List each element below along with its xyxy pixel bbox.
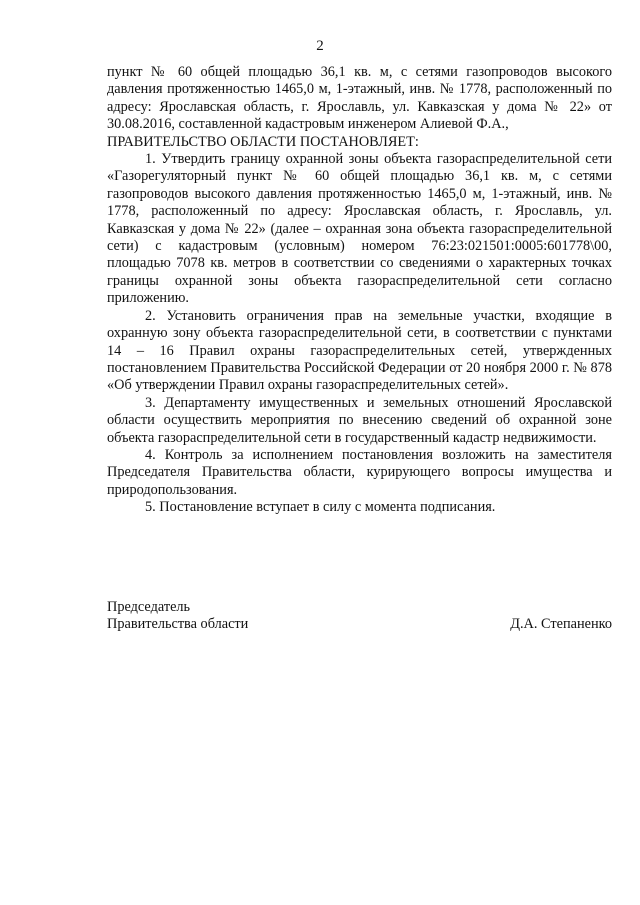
paragraph-item-3: 3. Департаменту имущественных и земельных отношений Ярославской области осуществить мероприятия по внесению сведений об охранной зоне объекта газораспределительной сети в государственный кадастр недвижимости. <box>107 394 612 446</box>
signer-name: Д.А. Степаненко <box>510 616 612 633</box>
paragraph-item-1: 1. Утвердить границу охранной зоны объекта газораспределительной сети «Газорегуляторный пункт № 60 общей площадью 36,1 кв. м, с сетями газопроводов высокого давления протяженностью 1465,0 м, 1-этажный, инв. № 1778, расположенный по адресу: Ярославская область, г. Ярославль, ул. Кавказская у дома № 22» (далее – охранная зона объекта газораспределительной сети) с кадастровым (условным) номером 76:23:021501:0005:601778\00, площадью 7078 кв. метров в соответствии со сведениями о характерных точках границы охранной зоны объекта газораспределительной сети согласно приложению. <box>107 151 612 307</box>
signature-row <box>107 616 612 633</box>
resolution-heading: ПРАВИТЕЛЬСТВО ОБЛАСТИ ПОСТАНОВЛЯЕТ: <box>107 133 419 150</box>
paragraph-item-4: 4. Контроль за исполнением постановления возложить на заместителя Председателя Правительства области, курирующего вопросы имущества и природопользования. <box>107 446 612 498</box>
paragraph-continuation: пункт № 60 общей площадью 36,1 кв. м, с сетями газопроводов высокого давления протяженностью 1465,0 м, 1-этажный, инв. № 1778, расположенный по адресу: Ярославская область, г. Ярославль, ул. Кавказская у дома № 22» от 30.08.2016, составленной кадастровым инженером Алиевой Ф.А., <box>107 64 612 133</box>
document-body <box>107 64 612 517</box>
paragraph-item-2: 2. Установить ограничения прав на земельные участки, входящие в охранную зону объекта газораспределительной сети, в соответствии с пунктами 14 – 16 Правил охраны газораспределительных сетей, утвержденных постановлением Правительства Российской Федерации от 20 ноября 2000 г. № 878 «Об утверждении Правил охраны газораспределительных сетей». <box>107 307 612 394</box>
page-number: 2 <box>316 38 324 54</box>
signer-position-line2: Правительства области <box>107 616 249 633</box>
signature-block <box>107 599 612 634</box>
signer-position-line1: Председатель <box>107 599 191 615</box>
paragraph-item-5: 5. Постановление вступает в силу с момента подписания. <box>145 499 496 516</box>
